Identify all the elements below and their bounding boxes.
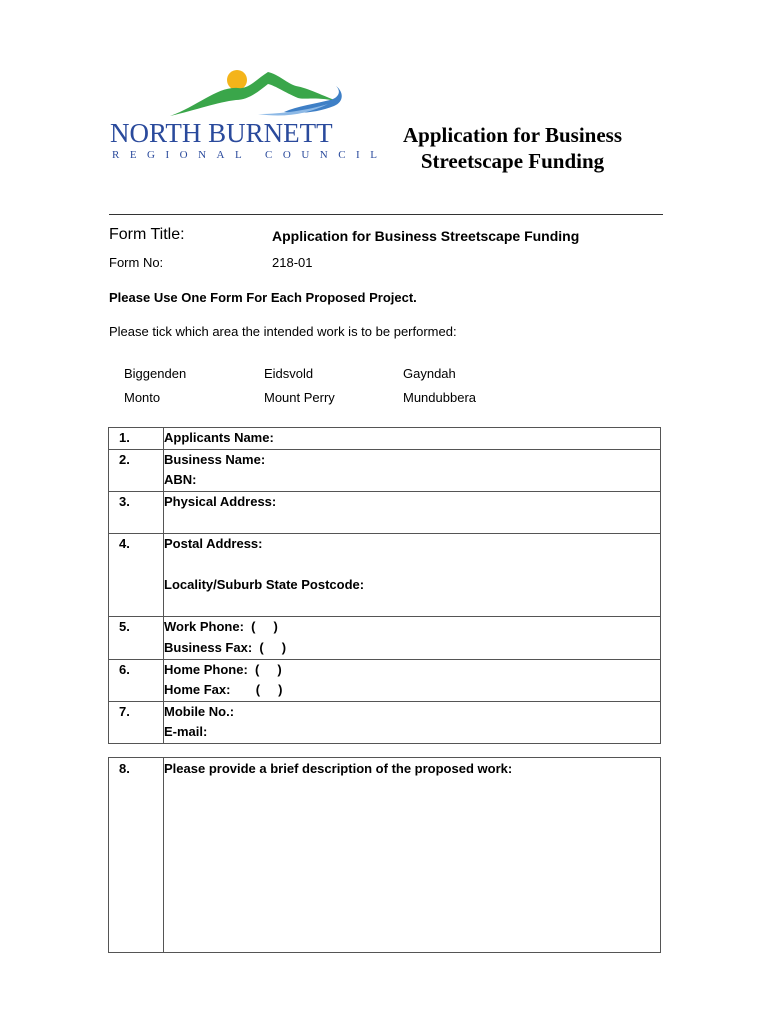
row-mobile-email bbox=[109, 701, 661, 743]
logo-wordmark: NORTH BURNETT bbox=[110, 118, 333, 148]
row-applicants-name bbox=[109, 428, 661, 450]
area-option-eidsvold[interactable]: Eidsvold bbox=[264, 366, 314, 381]
row-home-phones bbox=[109, 659, 661, 701]
form-no-label: Form No: bbox=[109, 255, 164, 270]
abn-field[interactable]: ABN: bbox=[164, 472, 197, 488]
item-number: 3. bbox=[119, 493, 130, 509]
document-title-line2: Streetscape Funding bbox=[420, 149, 605, 173]
description-field[interactable]: Please provide a brief description of the proposed work: bbox=[164, 761, 513, 776]
item-number: 6. bbox=[119, 661, 130, 677]
area-option-mundubbera[interactable]: Mundubbera bbox=[403, 390, 476, 405]
item-number: 1. bbox=[119, 430, 130, 445]
form-no-value: 218-01 bbox=[272, 255, 313, 270]
business-fax-field[interactable]: Business Fax: ( ) bbox=[164, 639, 287, 655]
item-number: 4. bbox=[119, 535, 130, 551]
sun-icon bbox=[227, 70, 247, 90]
area-option-biggenden[interactable]: Biggenden bbox=[124, 366, 187, 381]
document-title bbox=[370, 122, 655, 174]
mobile-field[interactable]: Mobile No.: bbox=[164, 703, 235, 719]
area-option-gayndah[interactable]: Gayndah bbox=[403, 366, 456, 381]
form-title-value: Application for Business Streetscape Funding bbox=[272, 228, 580, 244]
row-business-name bbox=[109, 449, 661, 491]
work-phone-field[interactable]: Work Phone: ( ) bbox=[164, 619, 278, 635]
postal-address-field[interactable]: Postal Address: bbox=[164, 535, 263, 551]
one-form-note: Please Use One Form For Each Proposed Project. bbox=[109, 290, 417, 305]
area-option-mount-perry[interactable]: Mount Perry bbox=[264, 390, 335, 405]
document-title-line1: Application for Business bbox=[403, 123, 622, 147]
item-number: 8. bbox=[119, 761, 130, 776]
form-title-label: Form Title: bbox=[109, 226, 185, 243]
item-number: 5. bbox=[119, 619, 130, 635]
row-business-phones bbox=[109, 617, 661, 659]
logo-subtitle: REGIONAL COUNCIL bbox=[112, 149, 388, 161]
home-fax-field[interactable]: Home Fax: ( ) bbox=[164, 682, 283, 698]
physical-address-field[interactable]: Physical Address: bbox=[164, 493, 277, 509]
locality-field[interactable]: Locality/Suburb State Postcode: bbox=[164, 577, 365, 593]
area-instruction: Please tick which area the intended work is to be performed: bbox=[109, 324, 457, 339]
row-physical-address bbox=[109, 491, 661, 533]
home-phone-field[interactable]: Home Phone: ( ) bbox=[164, 661, 282, 677]
applicant-details-table bbox=[108, 427, 661, 744]
row-postal-address bbox=[109, 533, 661, 616]
item-number: 2. bbox=[119, 451, 130, 467]
applicants-name-field[interactable]: Applicants Name: bbox=[164, 430, 274, 445]
row-description bbox=[109, 758, 661, 953]
area-option-monto[interactable]: Monto bbox=[124, 390, 161, 405]
header-divider bbox=[109, 214, 663, 215]
business-name-field[interactable]: Business Name: bbox=[164, 451, 266, 467]
email-field[interactable]: E-mail: bbox=[164, 724, 208, 740]
item-number: 7. bbox=[119, 703, 130, 719]
description-table bbox=[108, 757, 661, 953]
